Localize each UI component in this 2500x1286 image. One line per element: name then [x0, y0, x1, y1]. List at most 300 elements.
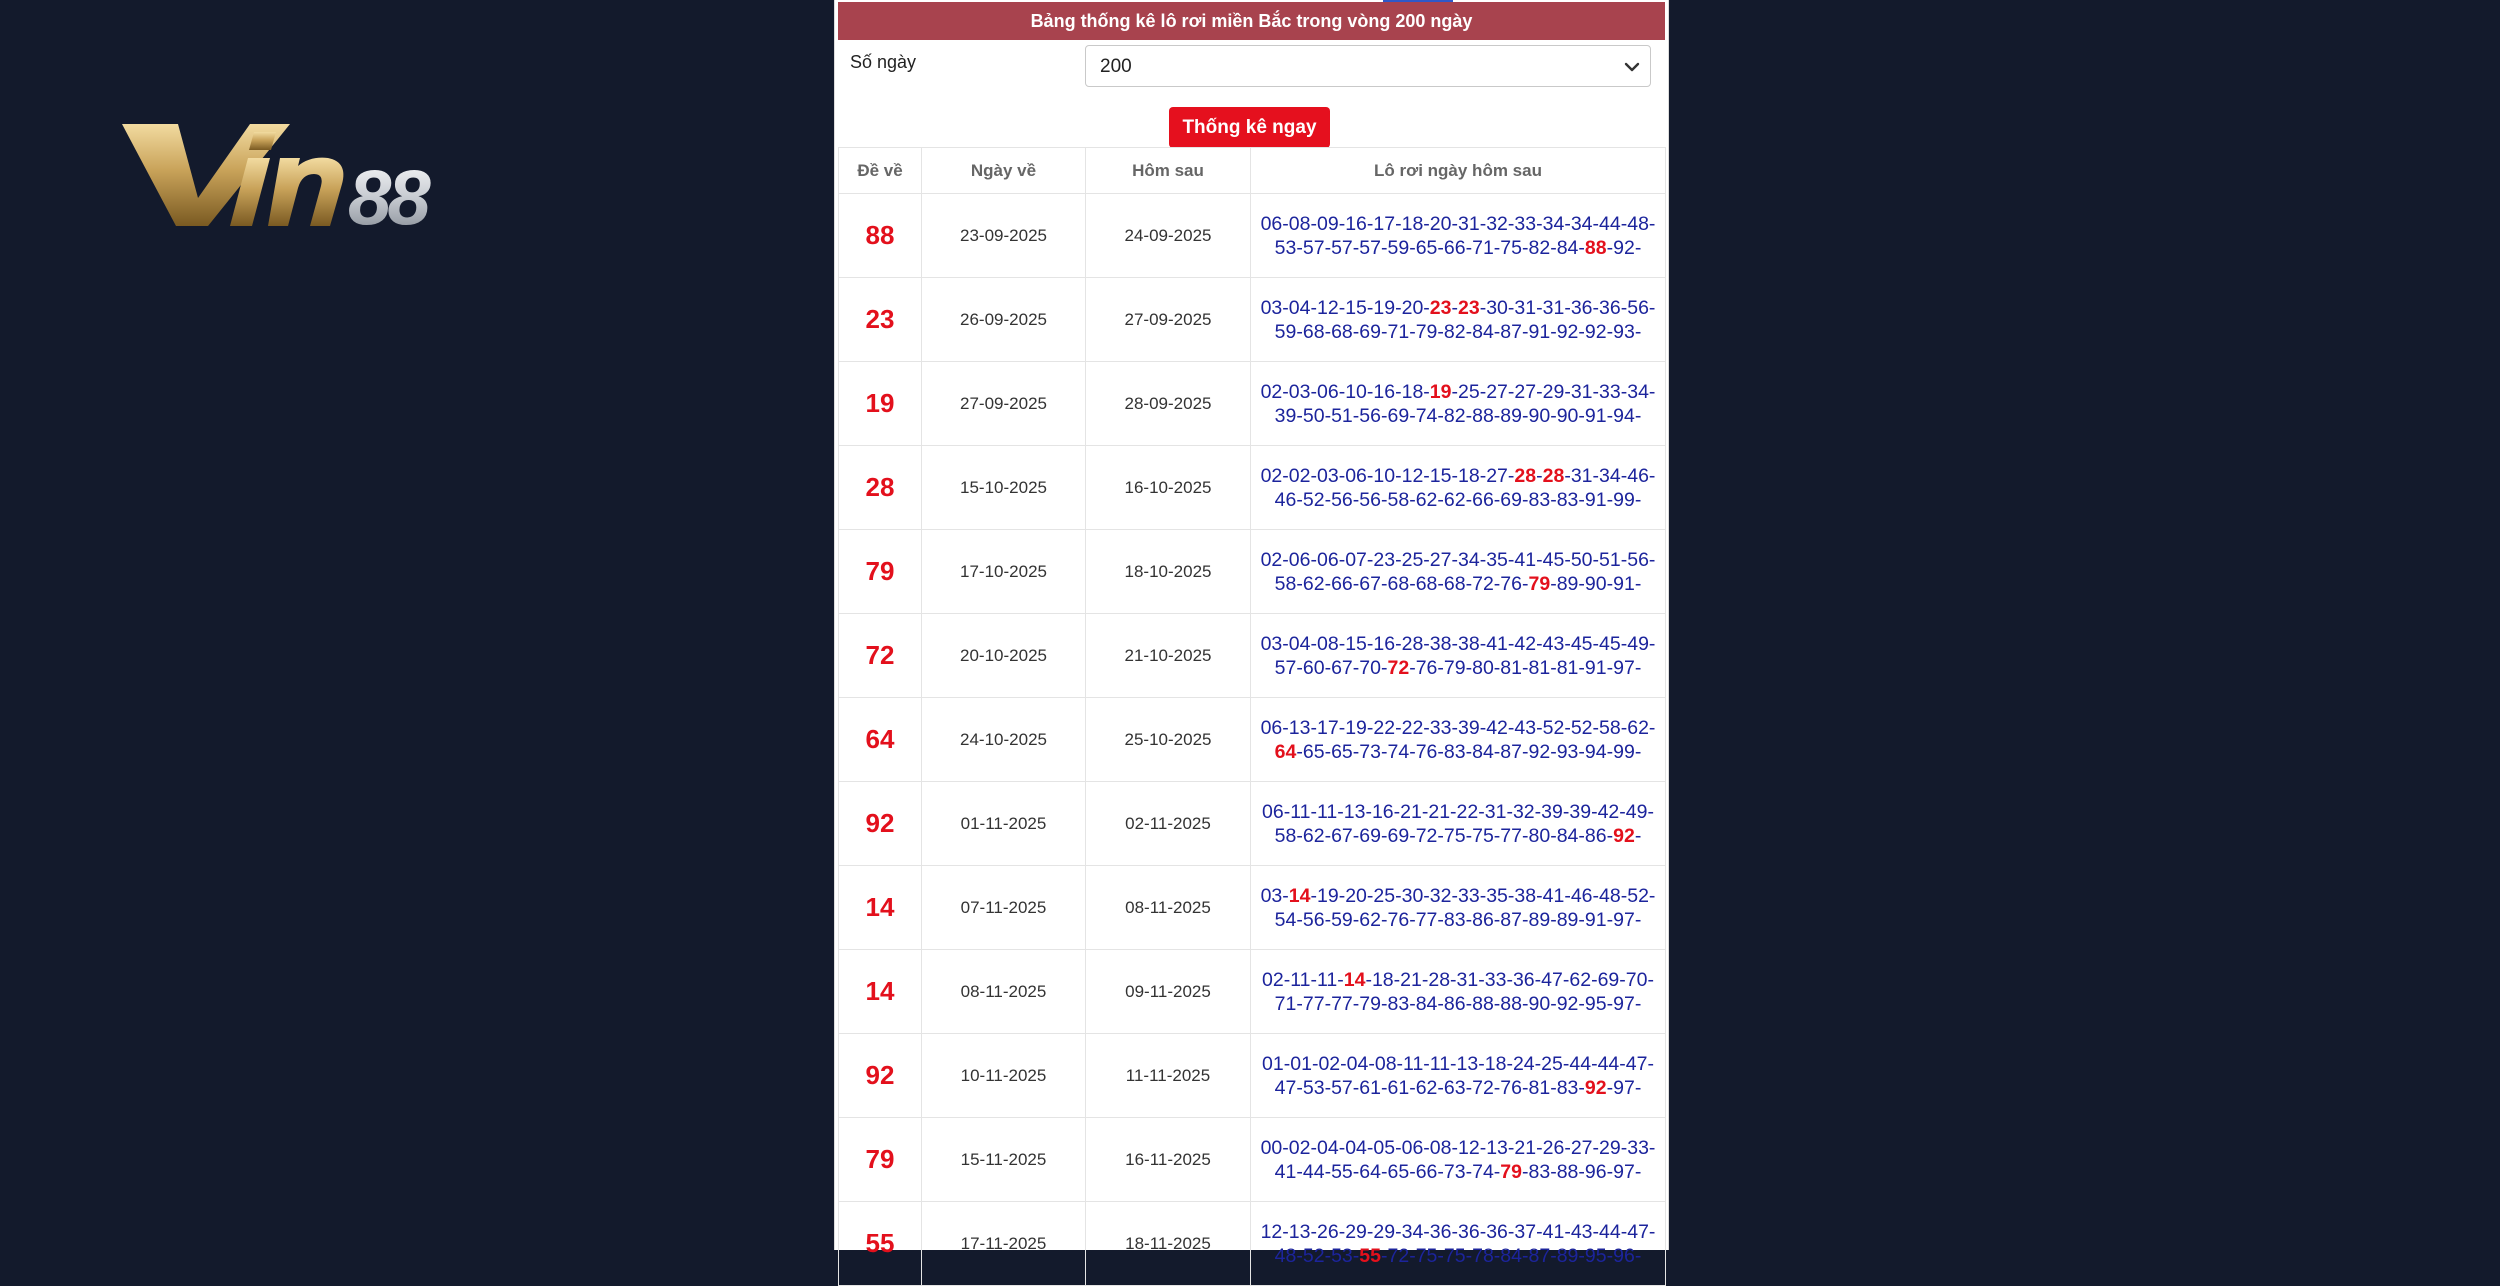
lo-number: 26 [1542, 1136, 1565, 1159]
lo-number: 31 [1484, 800, 1507, 823]
thong-ke-ngay-button[interactable]: Thống kê ngay [1169, 107, 1330, 148]
lo-number: 36 [1570, 296, 1593, 319]
lo-number-hit: 28 [1542, 464, 1565, 487]
lo-number: 03 [1260, 632, 1283, 655]
lo-number: 65 [1302, 740, 1325, 763]
lo-number: 66 [1443, 236, 1466, 259]
lo-number: 66 [1415, 1160, 1438, 1183]
ngay-ve-value: 26-09-2025 [922, 278, 1086, 362]
lo-number: 79 [1443, 656, 1466, 679]
lo-number: 90 [1528, 404, 1551, 427]
hom-sau-value: 02-11-2025 [1086, 782, 1251, 866]
lo-number: 25 [1541, 1052, 1563, 1075]
lo-number: 43 [1514, 716, 1537, 739]
lo-number-hit: 14 [1288, 884, 1311, 907]
lo-number: 20 [1429, 212, 1452, 235]
ngay-ve-value: 23-09-2025 [922, 194, 1086, 278]
lo-number: 76 [1415, 740, 1438, 763]
table-body [839, 194, 1666, 1286]
lo-number: 12 [1260, 1220, 1283, 1243]
lo-number: 79 [1359, 992, 1381, 1015]
lo-number: 72 [1472, 1076, 1494, 1099]
lo-number: 83 [1528, 488, 1551, 511]
lo-number: 68 [1302, 320, 1325, 343]
lo-number: 08 [1374, 1052, 1397, 1075]
lo-number: 90 [1584, 572, 1607, 595]
lo-number: 03 [1260, 296, 1283, 319]
lo-number: 28 [1401, 632, 1424, 655]
lo-number: 97 [1613, 656, 1635, 679]
lo-number: 08 [1429, 1136, 1452, 1159]
vin88-logo-graphic [120, 118, 490, 241]
lo-number: 06 [1288, 548, 1311, 571]
lo-number: 66 [1472, 488, 1494, 511]
table-row [839, 278, 1666, 362]
lo-number: 59 [1387, 236, 1410, 259]
lo-number: 67 [1331, 824, 1353, 847]
lo-number: 31 [1570, 380, 1593, 403]
hom-sau-value: 25-10-2025 [1086, 698, 1251, 782]
hom-sau-value: 16-11-2025 [1086, 1118, 1251, 1202]
lo-number: 56 [1331, 488, 1353, 511]
lo-number: 34 [1401, 1220, 1424, 1243]
lo-number: 89 [1556, 908, 1579, 931]
lo-number: 31 [1570, 464, 1593, 487]
lo-number-hit: 88 [1584, 236, 1607, 259]
lo-number: 90 [1528, 992, 1551, 1015]
lo-number: 01 [1290, 1052, 1312, 1075]
lo-number: 13 [1343, 800, 1366, 823]
lo-number: 48 [1274, 1244, 1297, 1267]
lo-number: 81 [1528, 1076, 1551, 1099]
lo-number: 19 [1373, 296, 1396, 319]
lo-number: 64 [1359, 1160, 1381, 1183]
lo-number: 11 [1290, 968, 1311, 991]
lo-number: 91 [1613, 572, 1635, 595]
lo-number: 42 [1486, 716, 1508, 739]
lo-number: 51 [1331, 404, 1353, 427]
lo-number: 82 [1443, 404, 1466, 427]
lo-number: 18 [1401, 212, 1424, 235]
lo-number-hit: 79 [1500, 1160, 1522, 1183]
lo-number: 18 [1458, 464, 1480, 487]
lo-number: 75 [1443, 1244, 1466, 1267]
lo-number: 13 [1486, 1136, 1508, 1159]
lo-number: 77 [1302, 992, 1325, 1015]
lo-number: 34 [1570, 212, 1593, 235]
lo-number: 22 [1456, 800, 1479, 823]
lo-number: 75 [1415, 1244, 1438, 1267]
lo-number: 33 [1599, 380, 1621, 403]
lo-number: 56 [1627, 296, 1649, 319]
lo-number: 77 [1500, 824, 1522, 847]
lo-number: 11 [1316, 800, 1338, 823]
lo-number: 95 [1584, 1244, 1607, 1267]
ngay-ve-value: 15-11-2025 [922, 1118, 1086, 1202]
table-row [839, 446, 1666, 530]
lo-number: 76 [1500, 572, 1522, 595]
lo-number: 22 [1373, 716, 1396, 739]
chevron-down-icon [1624, 59, 1640, 75]
lo-number: 75 [1500, 236, 1522, 259]
lo-number: 69 [1359, 824, 1381, 847]
lo-number: 69 [1500, 488, 1522, 511]
lo-number: 84 [1556, 824, 1579, 847]
lo-number: 83 [1443, 908, 1466, 931]
lo-number: 10 [1373, 464, 1396, 487]
lo-number: 53 [1302, 1076, 1325, 1099]
vin88-logo-icon [120, 118, 490, 241]
lo-number: 04 [1345, 1136, 1367, 1159]
lo-number: 47 [1541, 968, 1563, 991]
lo-number: 84 [1472, 320, 1494, 343]
table-row [839, 194, 1666, 278]
lo-number: 15 [1345, 632, 1367, 655]
lo-number-hit: 28 [1514, 464, 1537, 487]
lo-number: 36 [1458, 1220, 1480, 1243]
lo-number: 06 [1401, 1136, 1424, 1159]
so-ngay-label: Số ngày [850, 52, 917, 72]
lo-number: 88 [1472, 992, 1494, 1015]
lo-number: 34 [1542, 212, 1565, 235]
lo-number: 33 [1627, 1136, 1649, 1159]
lo-number: 99 [1613, 488, 1635, 511]
table-row [839, 1118, 1666, 1202]
lo-number: 02 [1260, 464, 1283, 487]
lo-number: 73 [1359, 740, 1381, 763]
lo-number: 91 [1584, 404, 1607, 427]
statistics-panel [834, 0, 1669, 1267]
de-ve-value: 92 [839, 1034, 922, 1118]
ngay-ve-value: 17-11-2025 [922, 1202, 1086, 1286]
lo-number: 04 [1288, 296, 1311, 319]
lo-number: 62 [1415, 488, 1438, 511]
lo-number: 57 [1331, 1076, 1353, 1099]
lo-number: 53 [1331, 1244, 1353, 1267]
lo-number: 52 [1542, 716, 1565, 739]
lo-number: 18 [1401, 380, 1424, 403]
lo-number: 41 [1274, 1160, 1297, 1183]
lo-number: 83 [1556, 488, 1579, 511]
lo-number: 39 [1569, 800, 1592, 823]
lo-number: 69 [1387, 404, 1410, 427]
lo-number: 17 [1316, 716, 1339, 739]
hom-sau-value: 09-11-2025 [1086, 950, 1251, 1034]
lo-number: 71 [1472, 236, 1494, 259]
lo-number: 18 [1484, 1052, 1507, 1075]
de-ve-value: 79 [839, 530, 922, 614]
lo-number: 68 [1443, 572, 1466, 595]
lo-roi-value: 02-06-06-07-23-25-27-34-35-41-45-50-51-56-58-62-66-67-68-68-68-72-76-79-89-90-91- [1251, 530, 1666, 614]
lo-number: 33 [1514, 212, 1537, 235]
lo-number: 18 [1371, 968, 1394, 991]
lo-number: 35 [1486, 884, 1508, 907]
de-ve-value: 14 [839, 950, 922, 1034]
lo-number: 13 [1288, 716, 1311, 739]
lo-number: 76 [1500, 1076, 1522, 1099]
lo-number: 56 [1302, 908, 1325, 931]
lo-number: 06 [1260, 716, 1283, 739]
ngay-ve-value: 24-10-2025 [922, 698, 1086, 782]
lo-number: 87 [1500, 740, 1522, 763]
lo-number: 81 [1556, 656, 1579, 679]
so-ngay-select[interactable] [1085, 45, 1651, 87]
lo-number: 67 [1331, 656, 1353, 679]
lo-number: 57 [1359, 236, 1381, 259]
lo-number: 62 [1569, 968, 1592, 991]
lo-number: 46 [1627, 464, 1649, 487]
lo-number: 13 [1456, 1052, 1479, 1075]
lo-number: 06 [1260, 212, 1283, 235]
lo-number: 16 [1373, 632, 1396, 655]
lo-number: 97 [1613, 1076, 1635, 1099]
table-row [839, 614, 1666, 698]
lo-number: 90 [1556, 404, 1579, 427]
lo-number: 76 [1387, 908, 1410, 931]
lo-number: 89 [1556, 572, 1579, 595]
lo-number: 72 [1472, 572, 1494, 595]
lo-number: 44 [1302, 1160, 1325, 1183]
ngay-ve-value: 10-11-2025 [922, 1034, 1086, 1118]
lo-number: 97 [1613, 908, 1635, 931]
lo-number: 17 [1373, 212, 1396, 235]
lo-number: 31 [1456, 968, 1479, 991]
lo-number: 89 [1528, 908, 1551, 931]
lo-number: 83 [1556, 1076, 1579, 1099]
lo-number: 92 [1528, 740, 1551, 763]
lo-number: 81 [1500, 656, 1522, 679]
ngay-ve-value: 15-10-2025 [922, 446, 1086, 530]
lo-number: 58 [1274, 572, 1297, 595]
lo-number-hit: 14 [1343, 968, 1366, 991]
de-ve-value: 72 [839, 614, 922, 698]
lo-number: 04 [1288, 632, 1311, 655]
lo-number: 08 [1316, 632, 1339, 655]
de-ve-value: 55 [839, 1202, 922, 1286]
lo-number: 99 [1613, 740, 1635, 763]
lo-roi-table [838, 147, 1666, 1286]
lo-number: 27 [1570, 1136, 1593, 1159]
lo-number: 57 [1302, 236, 1325, 259]
lo-number: 61 [1387, 1076, 1410, 1099]
lo-number: 96 [1584, 1160, 1607, 1183]
lo-number: 70 [1359, 656, 1381, 679]
lo-number: 82 [1528, 236, 1551, 259]
lo-number: 69 [1359, 320, 1381, 343]
ngay-ve-value: 08-11-2025 [922, 950, 1086, 1034]
lo-number: 33 [1429, 716, 1452, 739]
lo-number: 94 [1584, 740, 1607, 763]
lo-number: 65 [1387, 1160, 1410, 1183]
lo-number: 32 [1512, 800, 1535, 823]
lo-number: 71 [1274, 992, 1297, 1015]
lo-number: 06 [1316, 548, 1339, 571]
lo-number: 37 [1514, 1220, 1537, 1243]
lo-number: 06 [1345, 464, 1367, 487]
lo-number: 60 [1302, 656, 1325, 679]
lo-number: 04 [1316, 1136, 1339, 1159]
lo-number: 52 [1570, 716, 1593, 739]
lo-number: 62 [1627, 716, 1649, 739]
lo-number: 29 [1599, 1136, 1621, 1159]
lo-number: 82 [1443, 320, 1466, 343]
hom-sau-value: 08-11-2025 [1086, 866, 1251, 950]
lo-number: 19 [1316, 884, 1339, 907]
lo-number: 92 [1584, 320, 1607, 343]
lo-number: 50 [1570, 548, 1593, 571]
lo-number: 48 [1599, 884, 1621, 907]
lo-number: 16 [1373, 380, 1396, 403]
lo-number: 25 [1373, 884, 1396, 907]
lo-number: 74 [1472, 1160, 1494, 1183]
lo-number: 58 [1387, 488, 1410, 511]
lo-number-hit: 23 [1429, 296, 1452, 319]
lo-number: 27 [1429, 548, 1452, 571]
lo-number: 27 [1486, 380, 1508, 403]
lo-number: 06 [1316, 380, 1339, 403]
lo-number: 91 [1584, 656, 1607, 679]
lo-roi-value: 12-13-26-29-29-34-36-36-36-37-41-43-44-47-48-52-53-55-72-75-75-78-84-87-89-95-96- [1251, 1202, 1666, 1286]
lo-number: 87 [1500, 320, 1522, 343]
lo-number: 09 [1316, 212, 1339, 235]
lo-number: 26 [1316, 1220, 1339, 1243]
lo-number: 83 [1528, 1160, 1551, 1183]
lo-number: 52 [1627, 884, 1649, 907]
lo-number: 15 [1429, 464, 1452, 487]
lo-number: 78 [1472, 1244, 1494, 1267]
lo-number-hit: 79 [1528, 572, 1551, 595]
lo-number: 74 [1387, 740, 1410, 763]
lo-number: 83 [1443, 740, 1466, 763]
lo-number: 88 [1556, 1160, 1579, 1183]
lo-number: 97 [1613, 992, 1635, 1015]
lo-number: 02 [1318, 1052, 1341, 1075]
hom-sau-value: 11-11-2025 [1086, 1034, 1251, 1118]
lo-number: 03 [1288, 380, 1311, 403]
lo-number: 11 [1429, 1052, 1451, 1075]
de-ve-value: 19 [839, 362, 922, 446]
lo-number: 02 [1260, 548, 1283, 571]
lo-number: 47 [1625, 1052, 1648, 1075]
lo-number: 96 [1613, 1244, 1635, 1267]
lo-number: 93 [1613, 320, 1635, 343]
lo-number: 00 [1260, 1136, 1283, 1159]
lo-number: 88 [1472, 404, 1494, 427]
lo-number: 22 [1401, 716, 1424, 739]
lo-number: 02 [1260, 380, 1283, 403]
lo-number: 45 [1570, 632, 1593, 655]
lo-number: 05 [1373, 1136, 1396, 1159]
hom-sau-value: 21-10-2025 [1086, 614, 1251, 698]
lo-number: 11 [1290, 800, 1311, 823]
lo-number: 11 [1403, 1052, 1424, 1075]
lo-roi-value: 00-02-04-04-05-06-08-12-13-21-26-27-29-33-41-44-55-64-65-66-73-74-79-83-88-96-97- [1251, 1118, 1666, 1202]
lo-number: 66 [1331, 572, 1353, 595]
lo-roi-value: 02-02-03-06-10-12-15-18-27-28-28-31-34-46-46-52-56-56-58-62-62-66-69-83-83-91-99- [1251, 446, 1666, 530]
lo-number: 02 [1262, 968, 1284, 991]
table-header-row [839, 148, 1666, 194]
lo-number: 67 [1359, 572, 1381, 595]
lo-number: 70 [1625, 968, 1648, 991]
lo-number: 10 [1345, 380, 1367, 403]
lo-number: 41 [1486, 632, 1508, 655]
lo-number: 62 [1302, 572, 1325, 595]
lo-roi-value: 01-01-02-04-08-11-11-13-18-24-25-44-44-47-47-53-57-61-61-62-63-72-76-81-83-92-97- [1251, 1034, 1666, 1118]
table-row [839, 1034, 1666, 1118]
lo-number: 12 [1401, 464, 1424, 487]
lo-number: 49 [1625, 800, 1648, 823]
lo-number: 61 [1359, 1076, 1381, 1099]
lo-number: 72 [1387, 1244, 1410, 1267]
lo-number: 80 [1472, 656, 1494, 679]
lo-number: 95 [1584, 992, 1607, 1015]
lo-number: 07 [1345, 548, 1367, 571]
lo-number: 75 [1472, 824, 1494, 847]
lo-number: 04 [1346, 1052, 1369, 1075]
lo-number: 36 [1429, 1220, 1452, 1243]
hom-sau-value: 27-09-2025 [1086, 278, 1251, 362]
lo-number: 44 [1599, 1220, 1621, 1243]
lo-number: 91 [1584, 908, 1607, 931]
lo-number: 38 [1429, 632, 1452, 655]
lo-number: 21 [1428, 800, 1451, 823]
lo-number: 42 [1597, 800, 1620, 823]
table-row [839, 866, 1666, 950]
lo-number: 89 [1556, 1244, 1579, 1267]
lo-number: 34 [1599, 464, 1621, 487]
lo-number: 29 [1373, 1220, 1396, 1243]
lo-number: 87 [1528, 1244, 1551, 1267]
lo-number-hit: 23 [1458, 296, 1480, 319]
lo-number: 41 [1542, 1220, 1565, 1243]
lo-number: 25 [1401, 548, 1424, 571]
lo-number: 31 [1542, 296, 1565, 319]
lo-roi-value: 02-03-06-10-16-18-19-25-27-27-29-31-33-34-39-50-51-56-69-74-82-88-89-90-90-91-94- [1251, 362, 1666, 446]
lo-number: 56 [1359, 404, 1381, 427]
lo-number: 39 [1458, 716, 1480, 739]
lo-number: 88 [1500, 992, 1522, 1015]
lo-number: 15 [1345, 296, 1367, 319]
lo-number: 91 [1584, 488, 1607, 511]
lo-number: 92 [1613, 236, 1635, 259]
lo-roi-value: 03-04-12-15-19-20-23-23-30-31-31-36-36-56-59-68-68-69-71-79-82-84-87-91-92-92-93- [1251, 278, 1666, 362]
lo-number: 50 [1302, 404, 1325, 427]
ngay-ve-value: 27-09-2025 [922, 362, 1086, 446]
lo-number: 44 [1597, 1052, 1620, 1075]
lo-number: 62 [1302, 824, 1325, 847]
lo-number: 03 [1316, 464, 1339, 487]
lo-number: 92 [1556, 992, 1579, 1015]
lo-number: 41 [1514, 548, 1537, 571]
lo-roi-value: 06-08-09-16-17-18-20-31-32-33-34-34-44-48-53-57-57-57-59-65-66-71-75-82-84-88-92- [1251, 194, 1666, 278]
column-header-ngay-ve: Ngày về [922, 148, 1086, 194]
lo-number: 56 [1359, 488, 1381, 511]
lo-number: 76 [1415, 656, 1438, 679]
lo-roi-value: 06-11-11-13-16-21-21-22-31-32-39-39-42-49-58-62-67-69-69-72-75-75-77-80-84-86-92- [1251, 782, 1666, 866]
lo-number: 84 [1556, 236, 1579, 259]
column-header-hom-sau: Hôm sau [1086, 148, 1251, 194]
lo-number: 53 [1274, 236, 1297, 259]
hom-sau-value: 16-10-2025 [1086, 446, 1251, 530]
table-row [839, 950, 1666, 1034]
ngay-ve-value: 17-10-2025 [922, 530, 1086, 614]
lo-number: 83 [1387, 992, 1410, 1015]
lo-number: 74 [1415, 404, 1438, 427]
lo-number: 93 [1556, 740, 1579, 763]
lo-number: 44 [1569, 1052, 1592, 1075]
lo-number: 68 [1415, 572, 1438, 595]
lo-number: 21 [1400, 800, 1422, 823]
